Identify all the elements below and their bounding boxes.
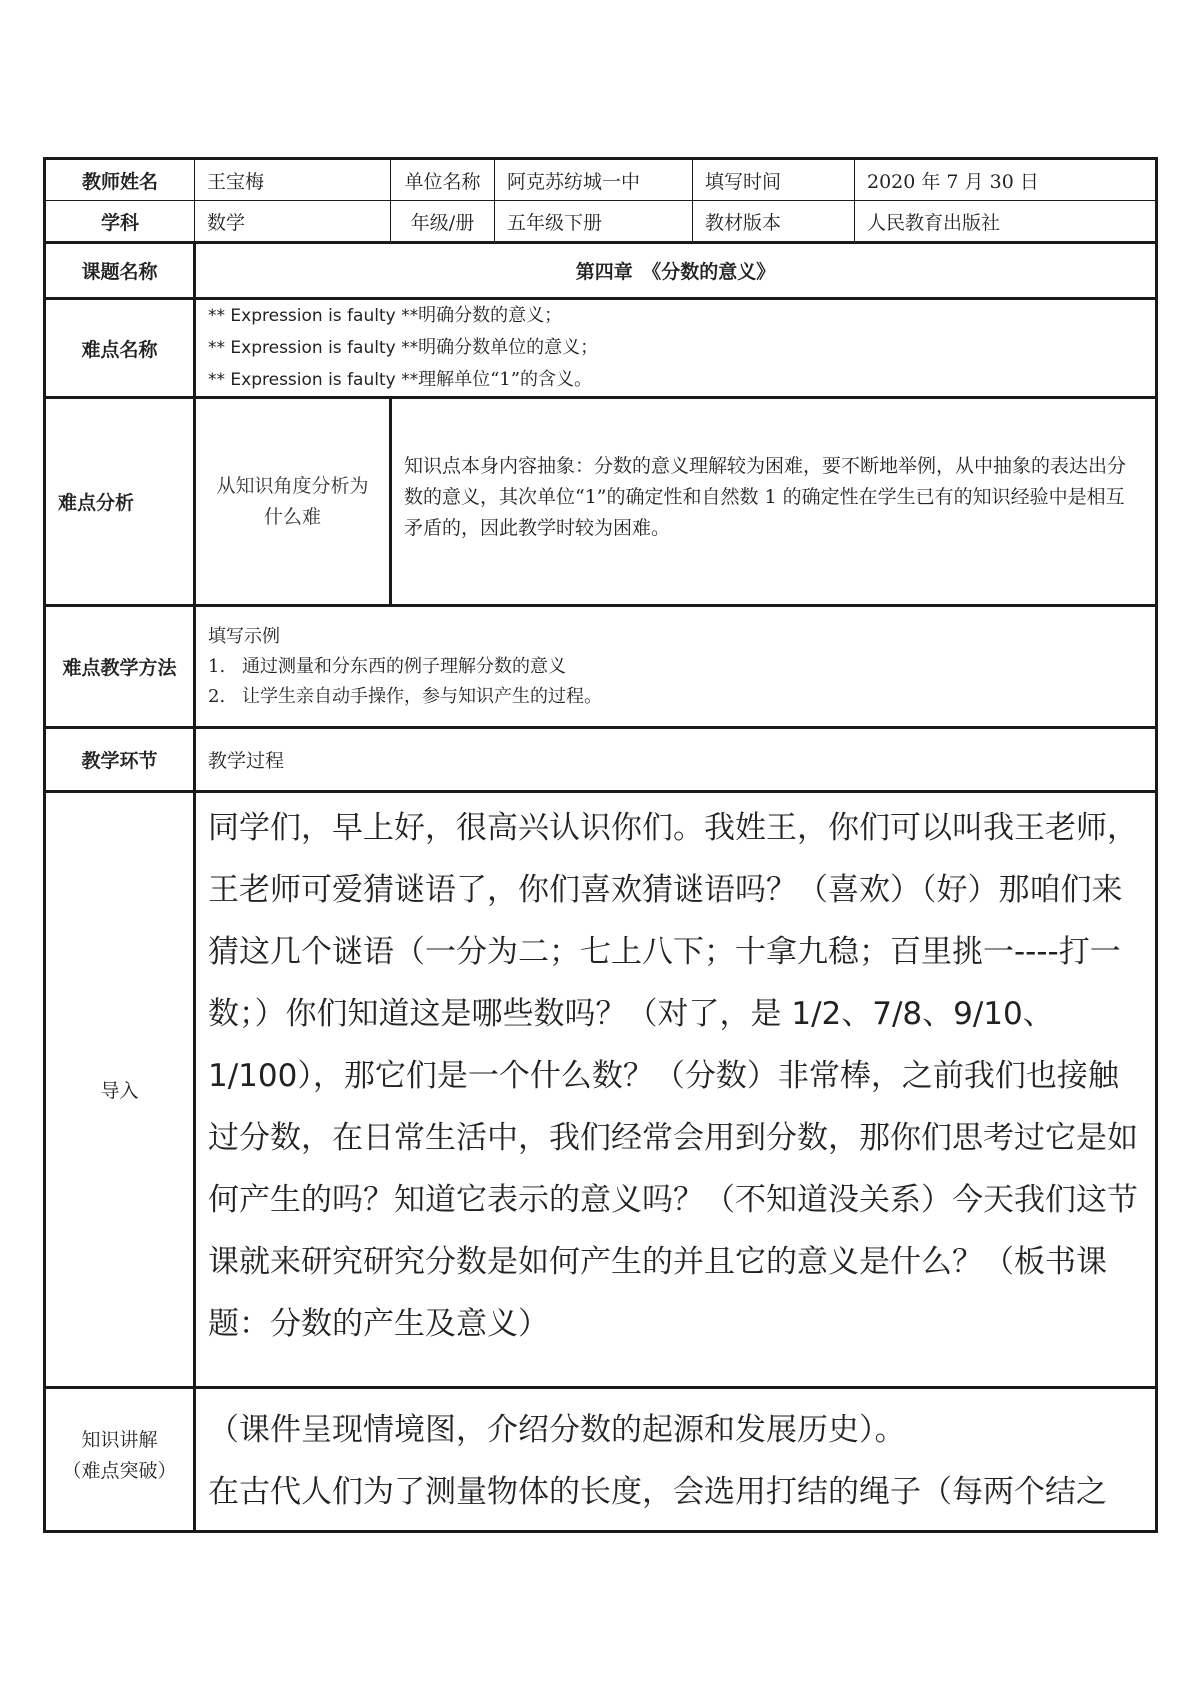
topic-label: 课题名称 xyxy=(45,243,195,299)
difficulty-row xyxy=(45,299,1157,398)
knowledge-label xyxy=(45,1388,195,1532)
knowledge-label-line1: 知识讲解 xyxy=(81,1429,158,1451)
date-label: 填写时间 xyxy=(693,159,855,201)
knowledge-line-2: 在古代人们为了测量物体的长度，会选用打结的绳子（每两个结之 xyxy=(208,1474,1107,1510)
method-item: 1. 通过测量和分东西的例子理解分数的意义 xyxy=(208,655,566,677)
grade-value: 五年级下册 xyxy=(495,201,693,243)
method-item: 2. 让学生亲自动手操作，参与知识产生的过程。 xyxy=(208,685,602,707)
unit-label: 单位名称 xyxy=(391,159,495,201)
subject-value: 数学 xyxy=(195,201,391,243)
teacher-label: 教师姓名 xyxy=(45,159,195,201)
topic-row xyxy=(45,243,1157,299)
analysis-text-cell xyxy=(391,398,1157,606)
difficulty-item: ** Expression is faulty **明确分数的意义； xyxy=(208,305,563,326)
analysis-text: 知识点本身内容抽象：分数的意义理解较为困难，要不断地举例，从中抽象的表达出分数的意义，其次单位“1”的确定性和自然数 1 的确定性在学生已有的知识经验中是相互矛盾的，因此教学时较为困难。 xyxy=(404,455,1127,539)
analysis-label: 难点分析 xyxy=(45,398,195,606)
date-value: 2020 年 7 月 30 日 xyxy=(855,159,1157,201)
method-row xyxy=(45,606,1157,728)
intro-text: 同学们，早上好，很高兴认识你们。我姓王，你们可以叫我王老师，王老师可爱猜谜语了，你们喜欢猜谜语吗？（喜欢）（好）那咱们来猜这几个谜语（一分为二；七上八下；十拿九稳；百里挑一----打一数；）你们知道这是哪些数吗？（对了，是 1/2、7/8、9/10、1/100），那它们是一个什么数？（分数）非常棒，之前我们也接触过分数，在日常生活中，我们经常会用到分数，那你们思考过它是如何产生的吗？知道它表示的意义吗？（不知道没关系）今天我们这节课就来研究研究分数是如何产生的并且它的意义是什么？（板书课题：分数的产生及意义） xyxy=(208,810,1138,1342)
process-header-row xyxy=(45,728,1157,792)
method-intro: 填写示例 xyxy=(208,625,280,647)
unit-value: 阿克苏纺城一中 xyxy=(495,159,693,201)
grade-label: 年级/册 xyxy=(391,201,495,243)
intro-text-cell xyxy=(195,792,1157,1388)
knowledge-row xyxy=(45,1388,1157,1532)
header-row-1 xyxy=(45,159,1157,201)
process-label: 教学环节 xyxy=(45,728,195,792)
process-value: 教学过程 xyxy=(195,728,1157,792)
lesson-plan-table xyxy=(43,157,1158,1533)
method-label: 难点教学方法 xyxy=(45,606,195,728)
knowledge-text-cell xyxy=(195,1388,1157,1532)
difficulty-item: ** Expression is faulty **理解单位“1”的含义。 xyxy=(208,369,592,390)
analysis-sub-label: 从知识角度分析为什么难 xyxy=(195,398,391,606)
difficulty-list xyxy=(195,299,1157,398)
analysis-row xyxy=(45,398,1157,606)
difficulty-label: 难点名称 xyxy=(45,299,195,398)
header-row-2 xyxy=(45,201,1157,243)
intro-row xyxy=(45,792,1157,1388)
intro-label: 导入 xyxy=(45,792,195,1388)
edition-label: 教材版本 xyxy=(693,201,855,243)
knowledge-line-1: （课件呈现情境图，介绍分数的起源和发展历史）。 xyxy=(208,1412,906,1448)
knowledge-label-line2: （难点突破） xyxy=(62,1460,177,1482)
topic-title: 第四章 《分数的意义》 xyxy=(195,243,1157,299)
teacher-value: 王宝梅 xyxy=(195,159,391,201)
method-content xyxy=(195,606,1157,728)
difficulty-item: ** Expression is faulty **明确分数单位的意义； xyxy=(208,337,599,358)
edition-value: 人民教育出版社 xyxy=(855,201,1157,243)
subject-label: 学科 xyxy=(45,201,195,243)
